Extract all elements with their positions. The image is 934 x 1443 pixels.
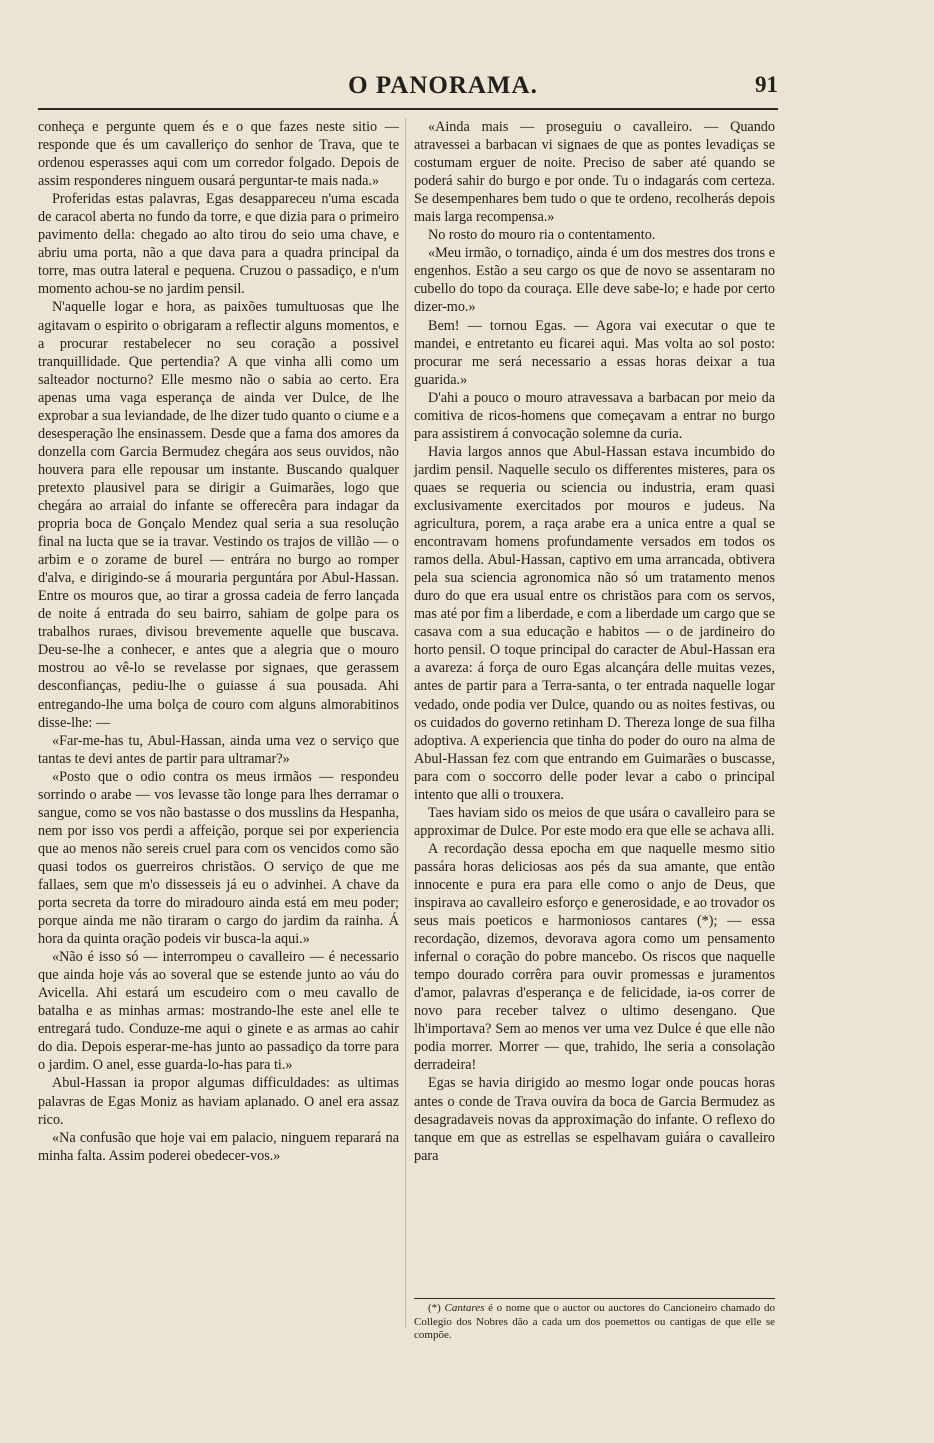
page-title: O PANORAMA. (348, 72, 538, 99)
paragraph: Egas se havia dirigido ao mesmo logar onde poucas horas antes o conde de Trava ouvíra da boca de Garcia Bermudez as desagradaveis novas da approximação do infante. O reflexo do tanque em que as estrellas se espelhavam guiára o cavalleiro para (414, 1075, 775, 1164)
paragraph: Abul-Hassan ia propor algumas difficuldades: as ultimas palavras de Egas Moniz as haviam aplanado. O anel era assaz rico. (38, 1075, 399, 1128)
footnote-rule (414, 1298, 775, 1299)
right-column (414, 118, 775, 1165)
footnote-term: Cantares (444, 1302, 485, 1314)
footnote (414, 1302, 775, 1343)
header-rule (38, 108, 778, 110)
footnote-text: é o nome que o auctor ou auctores do Cancioneiro chamado do Collegio dos Nobres dão a cada um dos poemettos ou cantigas de que elle se compõe. (414, 1302, 776, 1341)
paragraph: «Ainda mais — proseguiu o cavalleiro. — Quando atravessei a barbacan vi signaes de que as pontes levadiças se costumam erguer de noite. Preciso de saber até quando se poderá sahir do burgo e por onde. Tu o indagarás com certeza. Se desempenhares bem tudo o que te ordeno, recolherás depois mais larga recompensa.» (414, 119, 775, 226)
paragraph: Havia largos annos que Abul-Hassan estava incumbido do jardim pensil. Naquelle seculo os differentes misteres, para os quaes se requeria ou sciencia ou industria, eram quasi exclusivamente exercitados por mouros e judeus. Na agricultura, porem, a raça arabe era a unica entre a qual se encontravam homens profundamente versados em todos os ramos della. Abul-Hassan, captivo em uma arrancada, obtivera pela sua sciencia agronomica não só um tratamento menos duro do que era usual entre os christãos para com os servos, mas até por fim a liberdade, e com a liberdade um cargo que se casava com a sua educação e habitos — o de jardineiro do horto pensil. O toque principal do caracter de Abul-Hassan era a avareza: á força de ouro Egas alcançára delle muitas vezes, antes de partir para a Terra-santa, o ter entrada naquelle logar vedado, onde podia ver Dulce, quando ou as noites festivas, ou os cuidados do governo retinham D. Thereza longe de sua filha adoptiva. A experiencia que tinha do poder do ouro na alma de Abul-Hassan fez com que entrando em Guimarães o buscasse, para com o soccorro delle poder levar a cabo o principal intento que alli o trouxera. (414, 443, 775, 803)
paragraph: N'aquelle logar e hora, as paixões tumultuosas que lhe agitavam o espirito o obrigaram a reflectir alguns momentos, e a procurar restabelecer no seu coração a possivel tranquillidade. Que pertendia? A que vinha alli como um salteador nocturno? Elle mesmo não o sabia ao certo. Era apenas uma vaga esperança de ainda ver Dulce, de lhe exprobar a sua leviandade, de lhe dizer tudo quanto o ciume e a desesperação lhe ensinassem. Desde que a fama dos amores da donzella com Garcia Bermudez chegára aos seus ouvidos, não houvera para elle repousar um instante. Buscando qualquer pretexto plausivel para se dirigir a Guimarães, logo que chegára ao arraial do infante se offerecêra para indagar da propria boca de Gonçalo Mendez qual seria a sua resolução final na lucta que se ia travar. Vestindo os trajos de villão — o arbim e o zorame de burel — entrára no burgo ao romper d'alva, e dirigindo-se á mouraria perguntára por Abul-Hassan. Entre os mouros que, ao tirar a grossa cadeia de ferro lançada de noite á entrada do seu bairro, sahiam de golpe para os trabalhos ruraes, divisou brevemente aquelle que buscava. Deu-se-lhe a conhecer, e antes que a alegria que o mouro mostrou ao vê-lo se revelasse por signaes, que gerassem desconfianças, pediu-lhe o guiasse á sua pousada. Ahi entregando-lhe uma bolça de couro com alguns almorabitinos disse-lhe: — (38, 299, 399, 731)
paragraph: Proferidas estas palavras, Egas desappareceu n'uma escada de caracol aberta no fundo da torre, e que dizia para o primeiro pavimento della: chegado ao alto tirou do seio uma chave, e abriu uma porta, não a que dava para a quadra principal da torre, mas outra lateral e pequena. Cruzou o passadiço, e n'um momento achou-se no jardim pensil. (38, 191, 399, 298)
paragraph: «Não é isso só — interrompeu o cavalleiro — é necessario que ainda hoje vás ao soveral que se estende junto ao váu do Avicella. Ahi estará um escudeiro com o meu cavallo de batalha e as minhas armas: mostrando-lhe este anel elle te entregará tudo. Conduze-me aqui o ginete e as armas ao cahir do dia. Depois esperar-me-has junto ao passadiço da torre para o jardim. O anel, esse guarda-lo-has para ti.» (38, 949, 399, 1074)
column-divider (405, 118, 406, 1328)
paragraph: Bem! — tornou Egas. — Agora vai executar o que te mandei, e entretanto eu ficarei aqui. Mas volta ao sol posto: procurar me será necessario a essas horas deixar a tua guarida.» (414, 317, 775, 388)
paragraph: A recordação dessa epocha em que naquelle mesmo sitio passára horas deliciosas aos pés da sua amante, que então innocente e pura era para elle como o anjo de Deus, que inspirava ao cavalleiro esforço e generosidade, e ao trovador os seus mais poeticos e harmoniosos cantares (*); — essa recordação, dizemos, devorava agora como um pensamento infernal o coração do pobre mancebo. Os riscos que naquelle tempo dourado corrêra para ouvir promessas e juramentos d'amor, palavras d'esperança e de felicidade, ia-os correr de novo para receber talvez o ultimo desengano. Que lh'importava? Sem ao menos ver uma vez Dulce é que elle não podia morrer. Morrer — que, trahido, lhe seria a consolação derradeira! (414, 840, 775, 1074)
paragraph: «Posto que o odio contra os meus irmãos — respondeu sorrindo o arabe — vos levasse tão longe para lhes derramar o sangue, como se vos não bastasse o dos musslins da Hespanha, nem por isso vos perdi a affeição, porque sei por experiencia que ao menos não sereis cruel para com os vencidos como são quasi todos os guerreiros christãos. O serviço de que me fallaes, sem que m'o dissesseis já eu o advinhei. A chave da porta secreta da torre do miradouro ainda está em meu poder; porque ainda me não tiraram o cargo do jardim da rainha. Á hora da quinta oração podeis vir busca-la aqui.» (38, 768, 399, 948)
paragraph: «Meu irmão, o tornadiço, ainda é um dos mestres dos trons e engenhos. Estão a seu cargo os que de novo se assentaram no cubello do topo da couraça. Elle deve sabe-lo; e hade por certo dizer-mo.» (414, 245, 775, 316)
paragraph: «Far-me-has tu, Abul-Hassan, ainda uma vez o serviço que tantas te devi antes de partir para ultramar?» (38, 732, 399, 767)
page-number: 91 (755, 72, 778, 97)
running-head (38, 68, 778, 108)
left-column (38, 118, 399, 1165)
footnote-marker: (*) (428, 1302, 441, 1314)
paragraph: conheça e pergunte quem és e o que fazes neste sitio — responde que és um cavalleriço do senhor de Trava, que te ordenou esperasses aqui com um corredor folgado. Depois de assim responderes ninguem ousará perguntar-te mais nada.» (38, 119, 399, 190)
paragraph: «Na confusão que hoje vai em palacio, ninguem reparará na minha falta. Assim poderei obedecer-vos.» (38, 1129, 399, 1164)
paragraph: D'ahi a pouco o mouro atravessava a barbacan por meio da comitiva de ricos-homens que começavam a entrar no burgo para assistirem á convocação solemne da curia. (414, 389, 775, 442)
paragraph: Taes haviam sido os meios de que usára o cavalleiro para se approximar de Dulce. Por este modo era que elle se achava alli. (414, 804, 775, 839)
paragraph: No rosto do mouro ria o contentamento. (428, 227, 656, 244)
